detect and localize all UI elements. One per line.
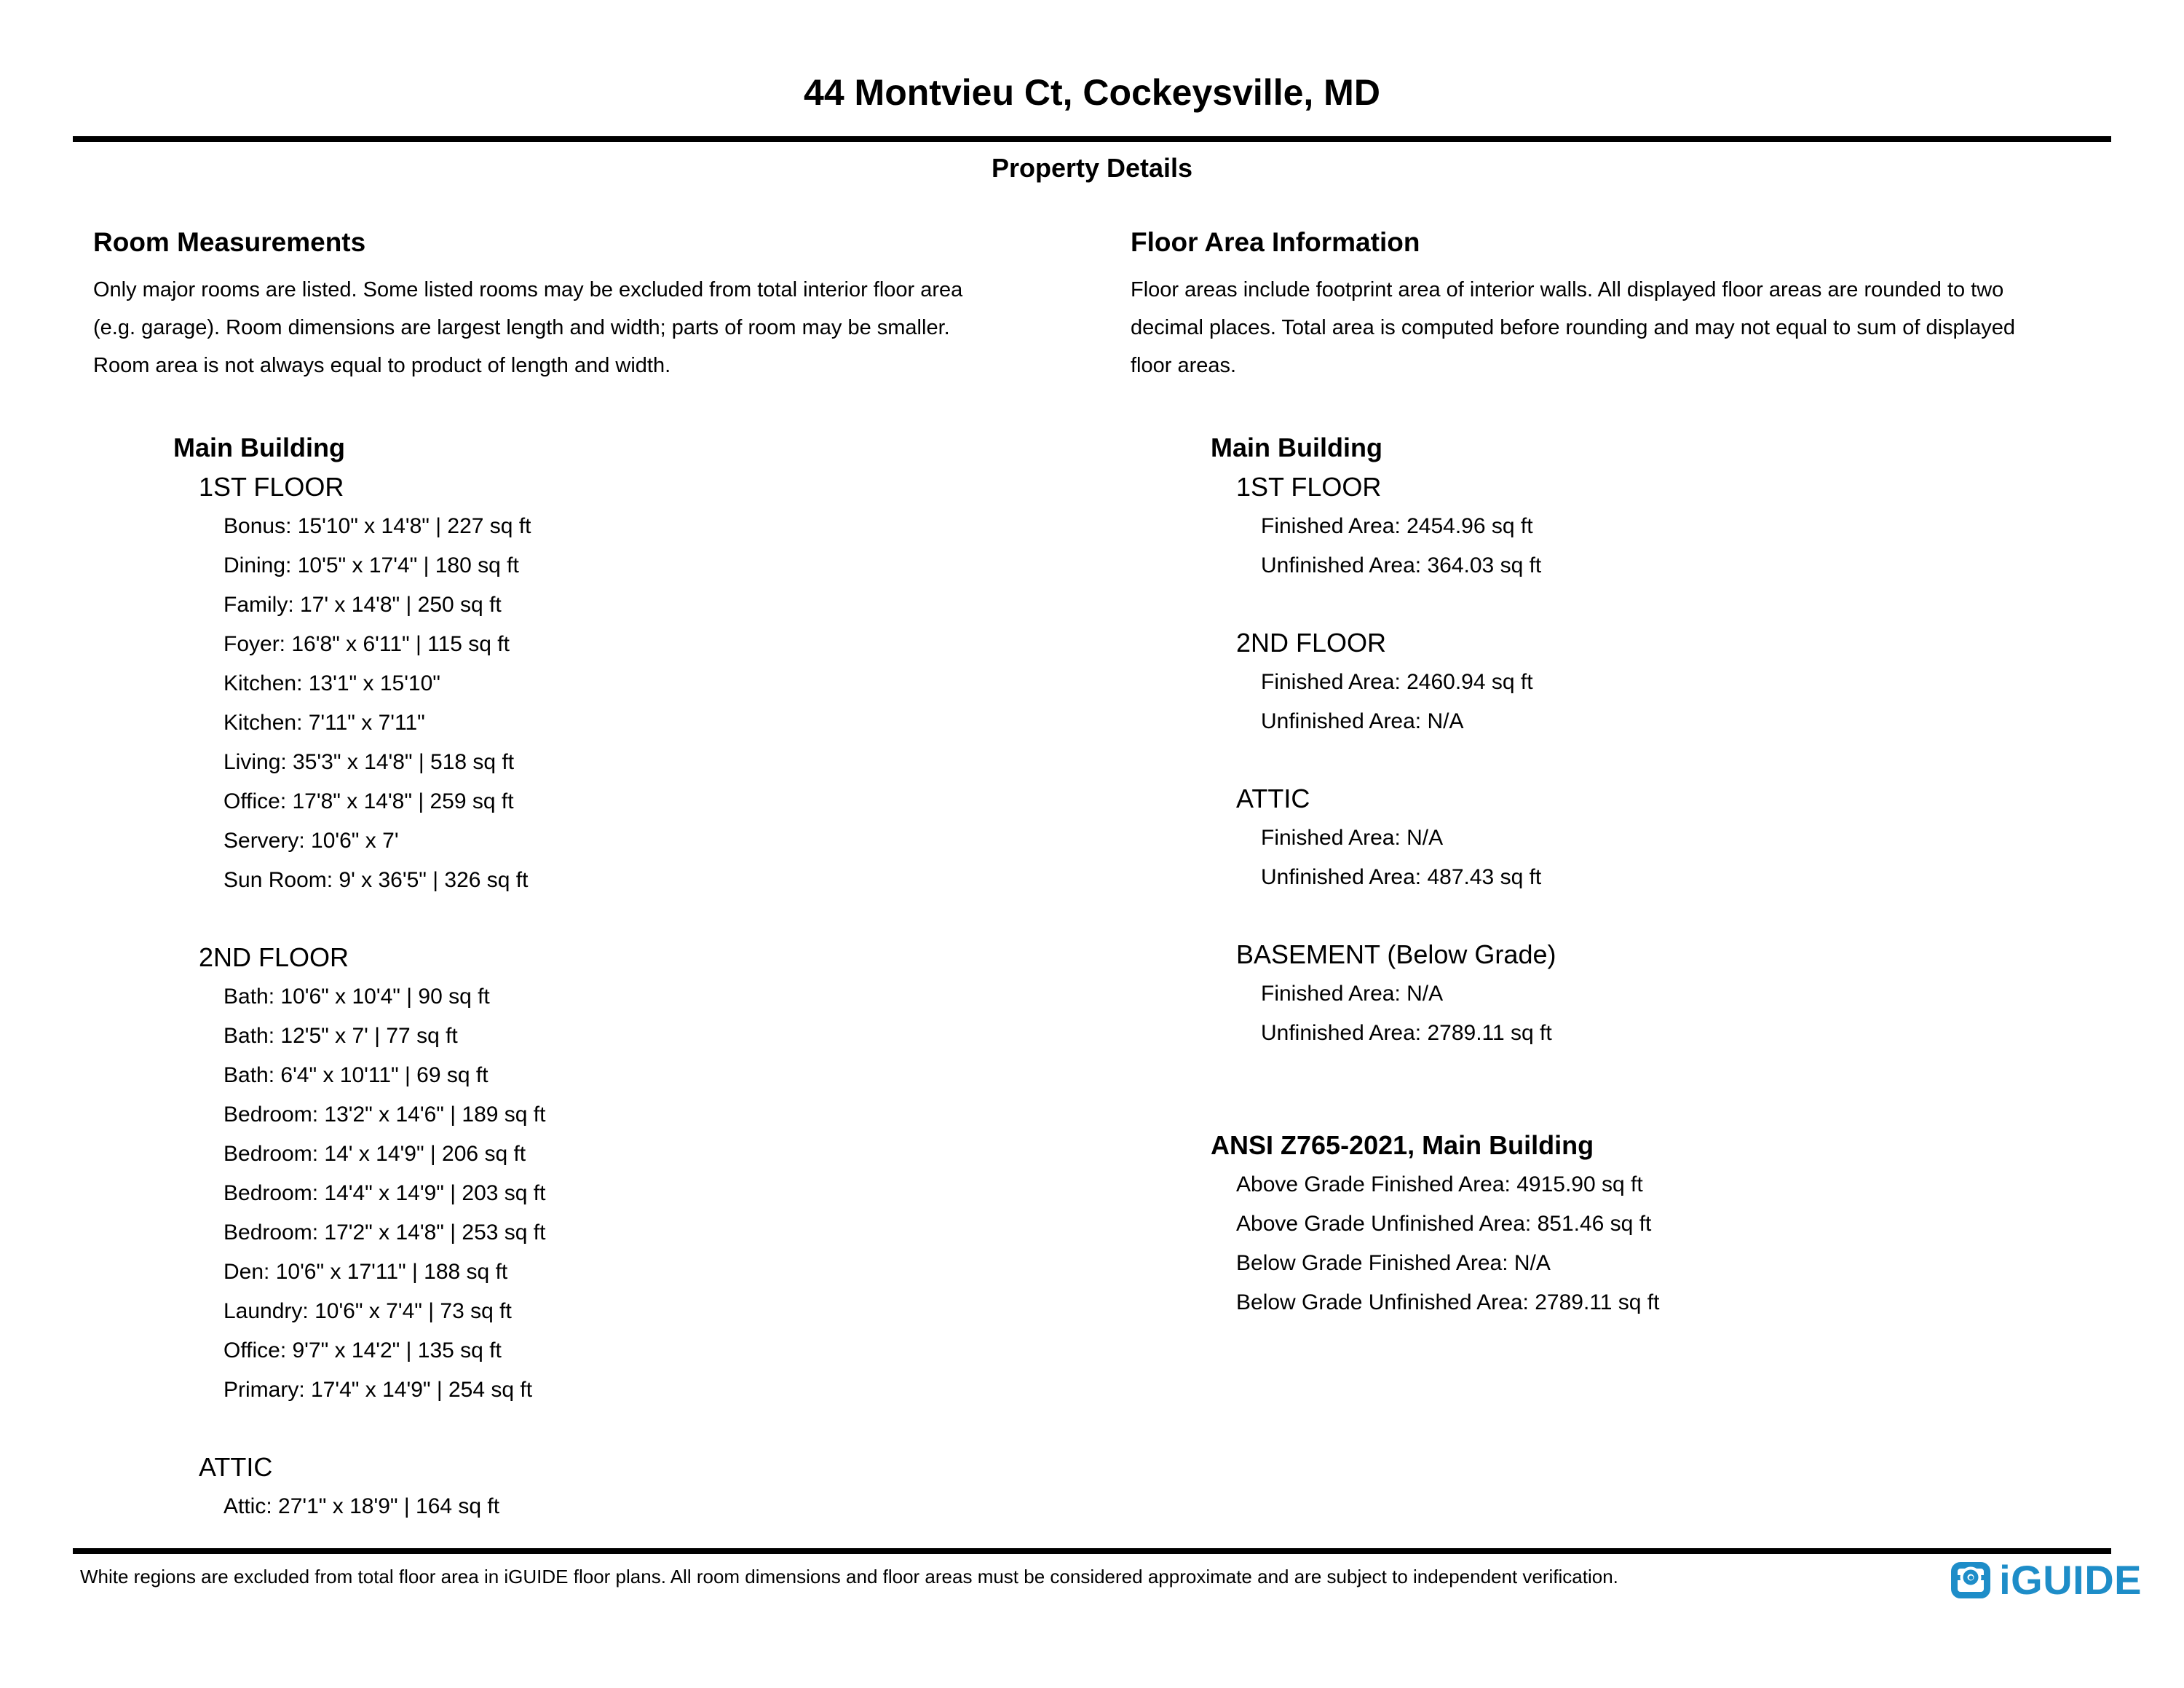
area-entry: Finished Area: 2460.94 sq ft [1261, 670, 1533, 694]
description-line: floor areas. [1131, 354, 1237, 377]
room-entry: Office: 9'7" x 14'2" | 135 sq ft [223, 1338, 502, 1362]
room-entry: Sun Room: 9' x 36'5" | 326 sq ft [223, 868, 529, 892]
room-entry: Bedroom: 14'4" x 14'9" | 203 sq ft [223, 1181, 546, 1205]
room-entry: Bedroom: 14' x 14'9" | 206 sq ft [223, 1142, 526, 1166]
room-measurements-description [93, 271, 1127, 384]
area-entry: Unfinished Area: 2789.11 sq ft [1261, 1021, 1552, 1045]
description-line: (e.g. garage). Room dimensions are largest length and width; parts of room may be smaller. [93, 316, 950, 339]
room-entry: Servery: 10'6" x 7' [223, 829, 399, 853]
area-entry: Finished Area: 2454.96 sq ft [1261, 514, 1533, 538]
floor-name-1st-floor: 1ST FLOOR [1236, 472, 1382, 502]
room-entry: Foyer: 16'8" x 6'11" | 115 sq ft [223, 632, 510, 656]
room-entry: Den: 10'6" x 17'11" | 188 sq ft [223, 1260, 508, 1284]
description-line: Room area is not always equal to product of length and width. [93, 354, 671, 377]
section-spacer [173, 1410, 545, 1448]
section-spacer [1211, 741, 1659, 779]
page-subtitle: Property Details [991, 153, 1193, 183]
section-spacer [173, 900, 545, 938]
room-entry: Laundry: 10'6" x 7'4" | 73 sq ft [223, 1299, 512, 1323]
description-line: Floor areas include footprint area of interior walls. All displayed floor areas are rounded to two [1131, 278, 2004, 301]
floor-name-attic: ATTIC [1236, 784, 1310, 813]
room-measurements-list [173, 428, 545, 1526]
iguide-logo [1951, 1557, 2142, 1604]
floor-name-attic: ATTIC [199, 1452, 273, 1482]
room-entry: Kitchen: 13'1" x 15'10" [223, 671, 440, 695]
footer-disclaimer: White regions are excluded from total floor area in iGUIDE floor plans. All room dimensions and floor areas must be considered approximate and are subject to independent verification. [80, 1566, 1618, 1588]
header-divider-rule [73, 136, 2111, 142]
room-entry: Dining: 10'5" x 17'4" | 180 sq ft [223, 553, 519, 577]
room-entry: Bath: 6'4" x 10'11" | 69 sq ft [223, 1063, 488, 1087]
iguide-logo-text: iGUIDE [1999, 1557, 2142, 1603]
room-entry: Living: 35'3" x 14'8" | 518 sq ft [223, 750, 515, 774]
area-entry: Finished Area: N/A [1261, 982, 1444, 1006]
floor-name-2nd-floor: 2ND FLOOR [1236, 628, 1387, 658]
footer-divider-rule [73, 1548, 2111, 1554]
room-entry: Office: 17'8" x 14'8" | 259 sq ft [223, 789, 514, 813]
description-line: Only major rooms are listed. Some listed rooms may be excluded from total interior floor area [93, 278, 963, 301]
area-entry: Unfinished Area: 364.03 sq ft [1261, 553, 1542, 577]
ansi-entry: Above Grade Unfinished Area: 851.46 sq ft [1236, 1212, 1652, 1236]
area-entry: Finished Area: N/A [1261, 826, 1444, 850]
camera-icon-lens [1963, 1570, 1979, 1585]
ansi-entry: Below Grade Finished Area: N/A [1236, 1251, 1551, 1275]
floor-area-information-heading: Floor Area Information [1131, 227, 1420, 257]
room-entry: Bedroom: 13'2" x 14'6" | 189 sq ft [223, 1103, 546, 1127]
room-entry: Attic: 27'1" x 18'9" | 164 sq ft [223, 1494, 500, 1518]
section-spacer [1211, 1053, 1659, 1126]
room-measurements-heading: Room Measurements [93, 227, 366, 257]
room-entry: Bath: 12'5" x 7' | 77 sq ft [223, 1024, 458, 1048]
floor-area-list [1211, 428, 1659, 1322]
room-entry: Family: 17' x 14'8" | 250 sq ft [223, 593, 502, 617]
floor-name-2nd-floor: 2ND FLOOR [199, 942, 349, 972]
room-entry: Primary: 17'4" x 14'9" | 254 sq ft [223, 1378, 533, 1402]
room-entry: Bath: 10'6" x 10'4" | 90 sq ft [223, 985, 490, 1009]
page-title: 44 Montvieu Ct, Cockeysville, MD [804, 72, 1380, 113]
room-entry: Bedroom: 17'2" x 14'8" | 253 sq ft [223, 1220, 546, 1245]
building-name: Main Building [173, 433, 345, 462]
description-line: decimal places. Total area is computed before rounding and may not equal to sum of displayed [1131, 316, 2015, 339]
floor-area-information-description [1131, 271, 2179, 384]
ansi-heading: ANSI Z765-2021, Main Building [1211, 1130, 1594, 1160]
section-spacer [1211, 585, 1659, 623]
iguide-camera-icon [1951, 1562, 1990, 1598]
room-entry: Kitchen: 7'11" x 7'11" [223, 711, 425, 735]
ansi-entry: Below Grade Unfinished Area: 2789.11 sq ft [1236, 1290, 1660, 1314]
room-entry: Bonus: 15'10" x 14'8" | 227 sq ft [223, 514, 531, 538]
area-entry: Unfinished Area: N/A [1261, 709, 1464, 733]
floor-name-1st-floor: 1ST FLOOR [199, 472, 344, 502]
section-spacer [1211, 897, 1659, 935]
area-entry: Unfinished Area: 487.43 sq ft [1261, 865, 1542, 889]
building-name: Main Building [1211, 433, 1382, 462]
floor-name-basement: BASEMENT (Below Grade) [1236, 939, 1556, 969]
ansi-entry: Above Grade Finished Area: 4915.90 sq ft [1236, 1172, 1643, 1196]
